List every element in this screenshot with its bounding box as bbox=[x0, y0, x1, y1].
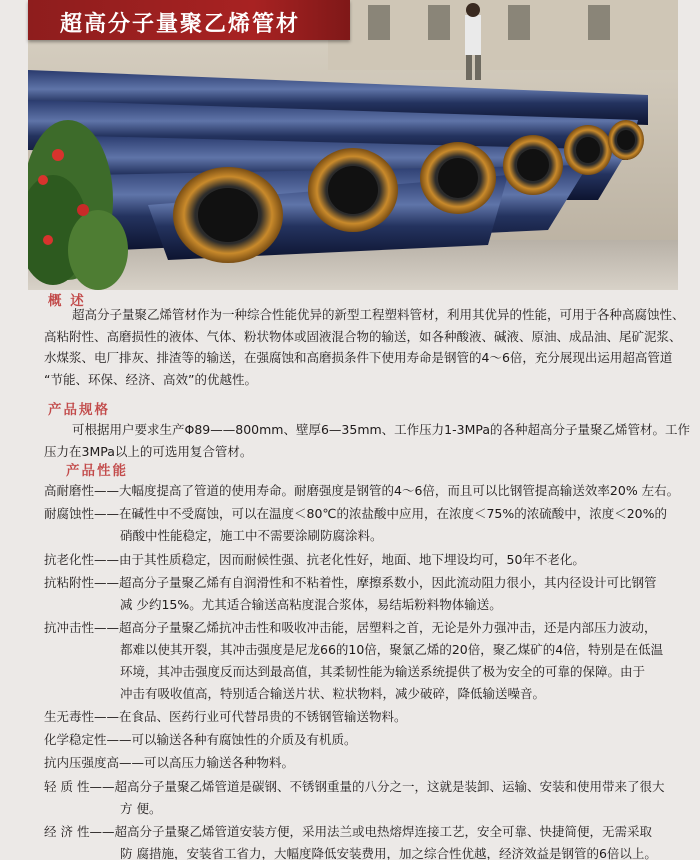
perf-item-adhesion-cont: 减 少约15%。尤其适合输送高粘度混合浆体，易结垢粉料物体输送。 bbox=[120, 597, 502, 612]
perf-item-wear: 高耐磨性——大幅度提高了管道的使用寿命。耐磨强度是钢管的4～6倍，而且可以比钢管提高输送效率20% 左右。 bbox=[44, 483, 680, 498]
overview-heading: 概 述 bbox=[48, 293, 86, 309]
perf-item-adhesion: 抗粘附性——超高分子量聚乙烯有自润滑性和不粘着性，摩擦系数小，因此流动阻力很小，其内径设计可比钢管 bbox=[44, 575, 657, 590]
perf-item-pressure: 抗内压强度高——可以高压力输送各种物料。 bbox=[44, 755, 295, 770]
spec-heading: 产品规格 bbox=[48, 402, 110, 418]
performance-heading: 产品性能 bbox=[66, 463, 128, 479]
perf-item-impact-cont: 环境，其冲击强度反而达到最高值，其柔韧性能为输送系统提供了极为安全的可靠的保障。由于 bbox=[120, 664, 646, 679]
perf-item-corrosion-cont: 硝酸中性能稳定，施工中不需要涂刷防腐涂料。 bbox=[120, 528, 383, 543]
perf-item-corrosion: 耐腐蚀性——在碱性中不受腐蚀，可以在温度＜80℃的浓盐酸中应用，在浓度＜75%的浓硫酸中，浓度＜20%的 bbox=[44, 506, 668, 521]
perf-item-impact-cont: 都难以使其开裂，其冲击强度是尼龙66的10倍，聚氯乙烯的20倍，聚乙煤矿的4倍，特别是在低温 bbox=[120, 642, 664, 657]
perf-item-economy: 经 济 性——超高分子量聚乙烯管道安装方便，采用法兰或电热熔焊连接工艺，安全可靠、快捷简便，无需采取 bbox=[44, 824, 652, 839]
perf-item-impact-cont: 冲击有吸收值高，特别适合输送片状、粒状物料，减少破碎，降低输送噪音。 bbox=[120, 686, 546, 701]
perf-item-light-cont: 方 便。 bbox=[120, 801, 162, 816]
page-title: 超高分子量聚乙烯管材 bbox=[28, 0, 350, 40]
perf-item-economy-cont: 防 腐措施，安装省工省力，大幅度降低安装费用，加之综合性优越，经济效益是钢管的6倍以上。 bbox=[120, 846, 657, 860]
perf-item-aging: 抗老化性——由于其性质稳定，因而耐候性强、抗老化性好，地面、地下埋设均可，50年不老化。 bbox=[44, 552, 585, 567]
overview-line: 超高分子量聚乙烯管材作为一种综合性能优异的新型工程塑料管材，利用其优异的性能，可用于各种高腐蚀性、 bbox=[72, 307, 685, 322]
product-photo bbox=[28, 0, 678, 290]
overview-line: 高粘附性、高磨损性的液体、气体、粉状物体或固液混合物的输送，如各种酸液、碱液、原油、成品油、尾矿泥浆、 bbox=[44, 328, 682, 344]
spec-line: 可根据用户要求生产Φ89——800mm、壁厚6—35mm、工作压力1-3MPa的各种超高分子量聚乙烯管材。工作 bbox=[72, 422, 691, 437]
overview-line: 水煤浆、电厂排灰、排渣等的输送，在强腐蚀和高磨损条件下使用寿命是钢管的4～6倍，充分展现出运用超高管道 bbox=[44, 350, 673, 366]
content-area bbox=[0, 289, 700, 860]
perf-item-nontoxic: 生无毒性——在食品、医药行业可代替昂贵的不锈钢管输送物料。 bbox=[44, 709, 407, 724]
perf-item-impact: 抗冲击性——超高分子量聚乙烯抗冲击性和吸收冲击能，居塑料之首，无论是外力强冲击，还是内部压力波动， bbox=[44, 620, 657, 635]
spec-line: 压力在3MPa以上的可选用复合管材。 bbox=[44, 443, 253, 459]
perf-item-light: 轻 质 性——超高分子量聚乙烯管道是碳钢、不锈钢重量的八分之一，这就是装卸、运输、安装和使用带来了很大 bbox=[44, 779, 665, 794]
perf-item-chemical: 化学稳定性——可以输送各种有腐蚀性的介质及有机质。 bbox=[44, 732, 357, 747]
overview-line: “节能、环保、经济、高效”的优越性。 bbox=[44, 371, 257, 387]
